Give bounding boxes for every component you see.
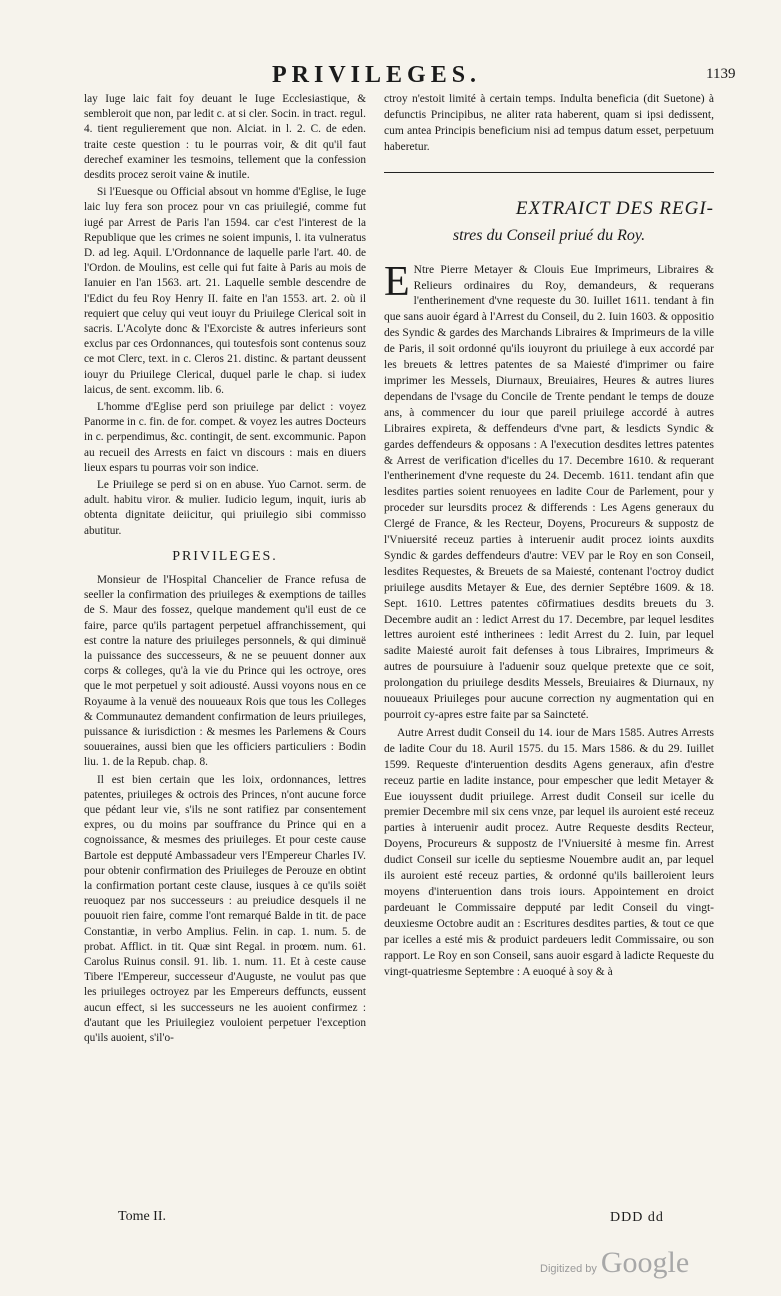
right-column	[384, 92, 714, 980]
divider-rule	[384, 172, 714, 173]
paragraph	[384, 258, 714, 724]
paragraph: Il est bien certain que les loix, ordonnances, lettres patentes, priuileges & octrois des Princes, n'ont aucune force que pédant leur vie, s'ils ne sont ratifiez par consentement expres, ou du moins par souffrance du Prince qui en a cognoissance, & mesmes des priuileges. Et pour ceste cause Bartole est depputé Ambassadeur vers l'Empereur Charles IV. pour obtenir confirmation des Priuileges de Perouze en obtint la confirmation portant ceste clause, iusques à ce qu'ils soiët reuoquez par nos successeurs : au preiudice desquels il ne pouuoit rien faire, comme l'ont remarqué Balde in tit. de pace Constantiæ, in verbo Amplius. Felin. in cap. 1. num. 5. de probat. Afflict. in tit. Quæ sint Regal. in proœm. num. 61. Carolus Ruinus consil. 91. lib. 1. num. 11. Et à ceste cause Tibere l'Empereur, successeur d'Auguste, ne voulut pas que les priuileges octroyez par les Empereurs deffuncts, eussent aucun effect, si les successeurs ne les auoient confirmez : d'autant que les Priuilegiez vouloient perpetuer l'exception qu'ils auoient, s'il'o-	[84, 773, 366, 1044]
paragraph: L'homme d'Eglise perd son priuilege par delict : voyez Panorme in c. fin. de for. compet. & voyez les autres Docteurs in c. perpendimus, &c. contingit, de sent. excommunic. Papon au recueil des Arrests en faict vn discours : mais en diuers lieux espars tu pourras voir son indice.	[84, 401, 366, 474]
extract-title-line2: stres du Conseil priué du Roy.	[452, 226, 646, 244]
paragraph: Le Priuilege se perd si on en abuse. Yuo Carnot. serm. de adult. habitu viror. & mulier. Iudicio legum, inquit, iuris ab obtenta dignitate deiicitur, qui priuilegio sibi commisso abutitur.	[84, 479, 366, 537]
section-heading: PRIVILEGES.	[172, 548, 278, 564]
digitized-watermark	[540, 1246, 689, 1280]
digitized-prefix: Digitized by	[540, 1263, 597, 1275]
running-title: PRIVILEGES.	[272, 62, 482, 88]
google-logo: Google	[600, 1246, 690, 1279]
left-column	[84, 92, 366, 1046]
drop-initial: E	[384, 258, 410, 305]
signature-mark: DDD dd	[610, 1210, 664, 1225]
paragraph-text: Ntre Pierre Metayer & Clouis Eue Imprimeurs, Libraires & Relieurs ordinaires du Roy, demandeurs, & requerans l'entherinement d'vne requeste du 30. Iuillet 1611. tendant à fin que sans auoir égard à l'Arrest du Conseil, du 2. Iuin 1603. & oppositio des Syndic & gardes des Marchands Libraires & Imprimeurs de la ville de Paris, il soit ordonné qu'ils iouyront du priuilege à eux accordé par les breuets & lettres patentes de sa Maiesté d'imprimer ou faire imprimer les Messels, Diurnaux, Breuiaires, Heures & autres liures dependans de l'vsage du Concile de Trente pendant le temps de douze ans, à commencer du iour que pareil priuilege accordé à autres Libraires expireta, & deffendeurs d'vne part, & lesdicts Syndic & gardes deffendeurs & opposans : A l'execution desdites lettres patentes & Arrest de verification d'icelles du 17. Decembre 1610. & requerant l'entherinement d'vne requeste du 24. Decemb. 1611. tendant afin que lesdites parties soient renuoyees en ladite Cour de Parlement, pour y proceder sur leursdits procez & differends : Les Agens generaux du Clergé de France, & les Recteur, Doyens, Procureurs & suppostz de l'Vniuersité receuz parties à interuenir audit procez ioints auxdits Syndic & gardes deffendeurs d'autre: VEV par le Roy en son Conseil, lesdites Requestes, & Breuets de sa Maiesté, contenant l'octroy dudict priuilege ausdits Metayer & Eue, des dernier Septébre 1609. & 18. Sept. 1610. Lettres patentes cōfirmatiues desdits breuets du 3. Decembre audit an : ledict Arrest du 17. Decembre, par lequel lesdites lettres auroient esté intherinees : ledit Arrest du 2. Iuin, par lequel sadite Maiesté auroit fait defenses à tous Libraires, Imprimeurs & autres de poursuiure à l'aduenir souz quelque pretexte que ce soit, prolongation du priuilege desdits Messels, Breuiaires & Diurnaux, ny nouueaux Priuileges pour aucune correction ny augmentation qui en pourroit cy-apres estre faite par sa Saincteté.	[384, 263, 714, 721]
extract-title	[384, 195, 714, 249]
extract-title-line1: EXTRAICT DES REGI-	[515, 197, 714, 219]
paragraph: Si l'Euesque ou Official absout vn homme d'Eglise, le Iuge laic luy fera son procez pour vn cas priuilegié, comme fut iugé par Arrest de Paris l'an 1594. car c'est l'interest de la Republique que les crimes ne soient impunis, l. ita vulneratus D. ad leg. Aquil. L'Ordonnance de laquelle parle l'art. 40. de l'Ordon. de Moulins, est celle qui fut faite à Paris au mois de Ianuier en l'an 1563. art. 21. Laquelle semble descendre de l'Edict du feu Roy Henry II. faite en l'an 1553. art. 2. où il requiert que celuy qui veut iouyr du Priuilege Clerical soit in sacris. L'Acolyte donc & l'Exorciste & autres inferieurs sont exclus par ces Ordonnances, qui toutesfois sont contenus souz ce mot Clerc, text. in c. Cleros 21. distinc. & partant deussent iouyr du Priuilege Clerical, duquel parle le chap. si iudex laicus, de sent. excomm. lib. 6.	[84, 186, 366, 396]
volume-label: Tome II.	[118, 1209, 167, 1224]
paragraph: ctroy n'estoit limité à certain temps. Indulta beneficia (dit Suetone) à defunctis Principibus, ne aliter rata haberent, quam si ipsi dedissent, cum antea Principis beneficium nisi ad tempus datum esset, perpetuum haberetur.	[384, 93, 714, 153]
paragraph: Monsieur de l'Hospital Chancelier de France refusa de seeller la confirmation des priuileges & exemptions de tailles de S. Maur des fossez, quelque mandement qu'il eust de ce faire, parce qu'ils partagent perpetuel affranchissement, qui est contre la nature des priuileges personnels, & qui diminuë la puissance des successeurs, & ne se peuuent donner aux corps & colleges, qu'à la vie du Prince qui les octroye, ores que le mot perpetuel y soit adiousté. Aussi voyons nous en ce Royaume à la venuë des nouueaux Rois que tous les Colleges & Communautez demandent confirmation de leurs priuileges, puissance & iurisdiction : & mesmes les Parlemens & Cours souueraines, aussi bien que les officiers particuliers : Bodin liu. 1. de la Repub. chap. 8.	[84, 573, 366, 769]
paragraph: Autre Arrest dudit Conseil du 14. iour de Mars 1585. Autres Arrests de ladite Cour du 18. Auril 1575. du 15. Mars 1586. & du 29. Iuillet 1599. Requeste d'interuention desdits Agens generaux, afin d'estre receuz partie en ladite instance, pour empescher que ledit Metayer & Eue iouyssent dudit priuilege. Arrest dudit Conseil sur icelle du premier Decembre mil six cens vnze, par lequel ils auroient esté receuz parties à interuenir audit procez. Autre Requeste desdits Recteur, Doyens, Procureurs & suppostz de l'Vniuersité à mesme fin. Arrest dudict Conseil sur icelle du septiesme Nouembre audit an, par lequel ils auroient esté receuz parties, & ordonné qu'ils bailleroient leurs moyens d'interuention dans trois iours. Appointement en droict pardeuant le Commissaire depputé par ledit Conseil du vingt-deuxiesme Octobre audit an : Escritures desdites parties, & tout ce que par icelles a esté mis & produict pardeuers ledit Commissaire, ou son rapport. Le Roy en son Conseil, sans auoir esgard à ladicte Requeste du vingt-quatriesme Septembre : A euoqué à soy & à	[384, 726, 714, 978]
paragraph: lay Iuge laic fait foy deuant le Iuge Ecclesiastique, & sembleroit que non, par ledit c. at si cler. Socin. in tract. regul. 4. tient regulierement que non. Alciat. in l. 2. C. de eden. traite ceste question : tu le pourras voir, & dit qu'il faut derechef examiner les tesmoins, tellement que la confession desdits procez seroit vaine & inutile.	[84, 93, 366, 182]
page-number: 1139	[706, 66, 736, 82]
